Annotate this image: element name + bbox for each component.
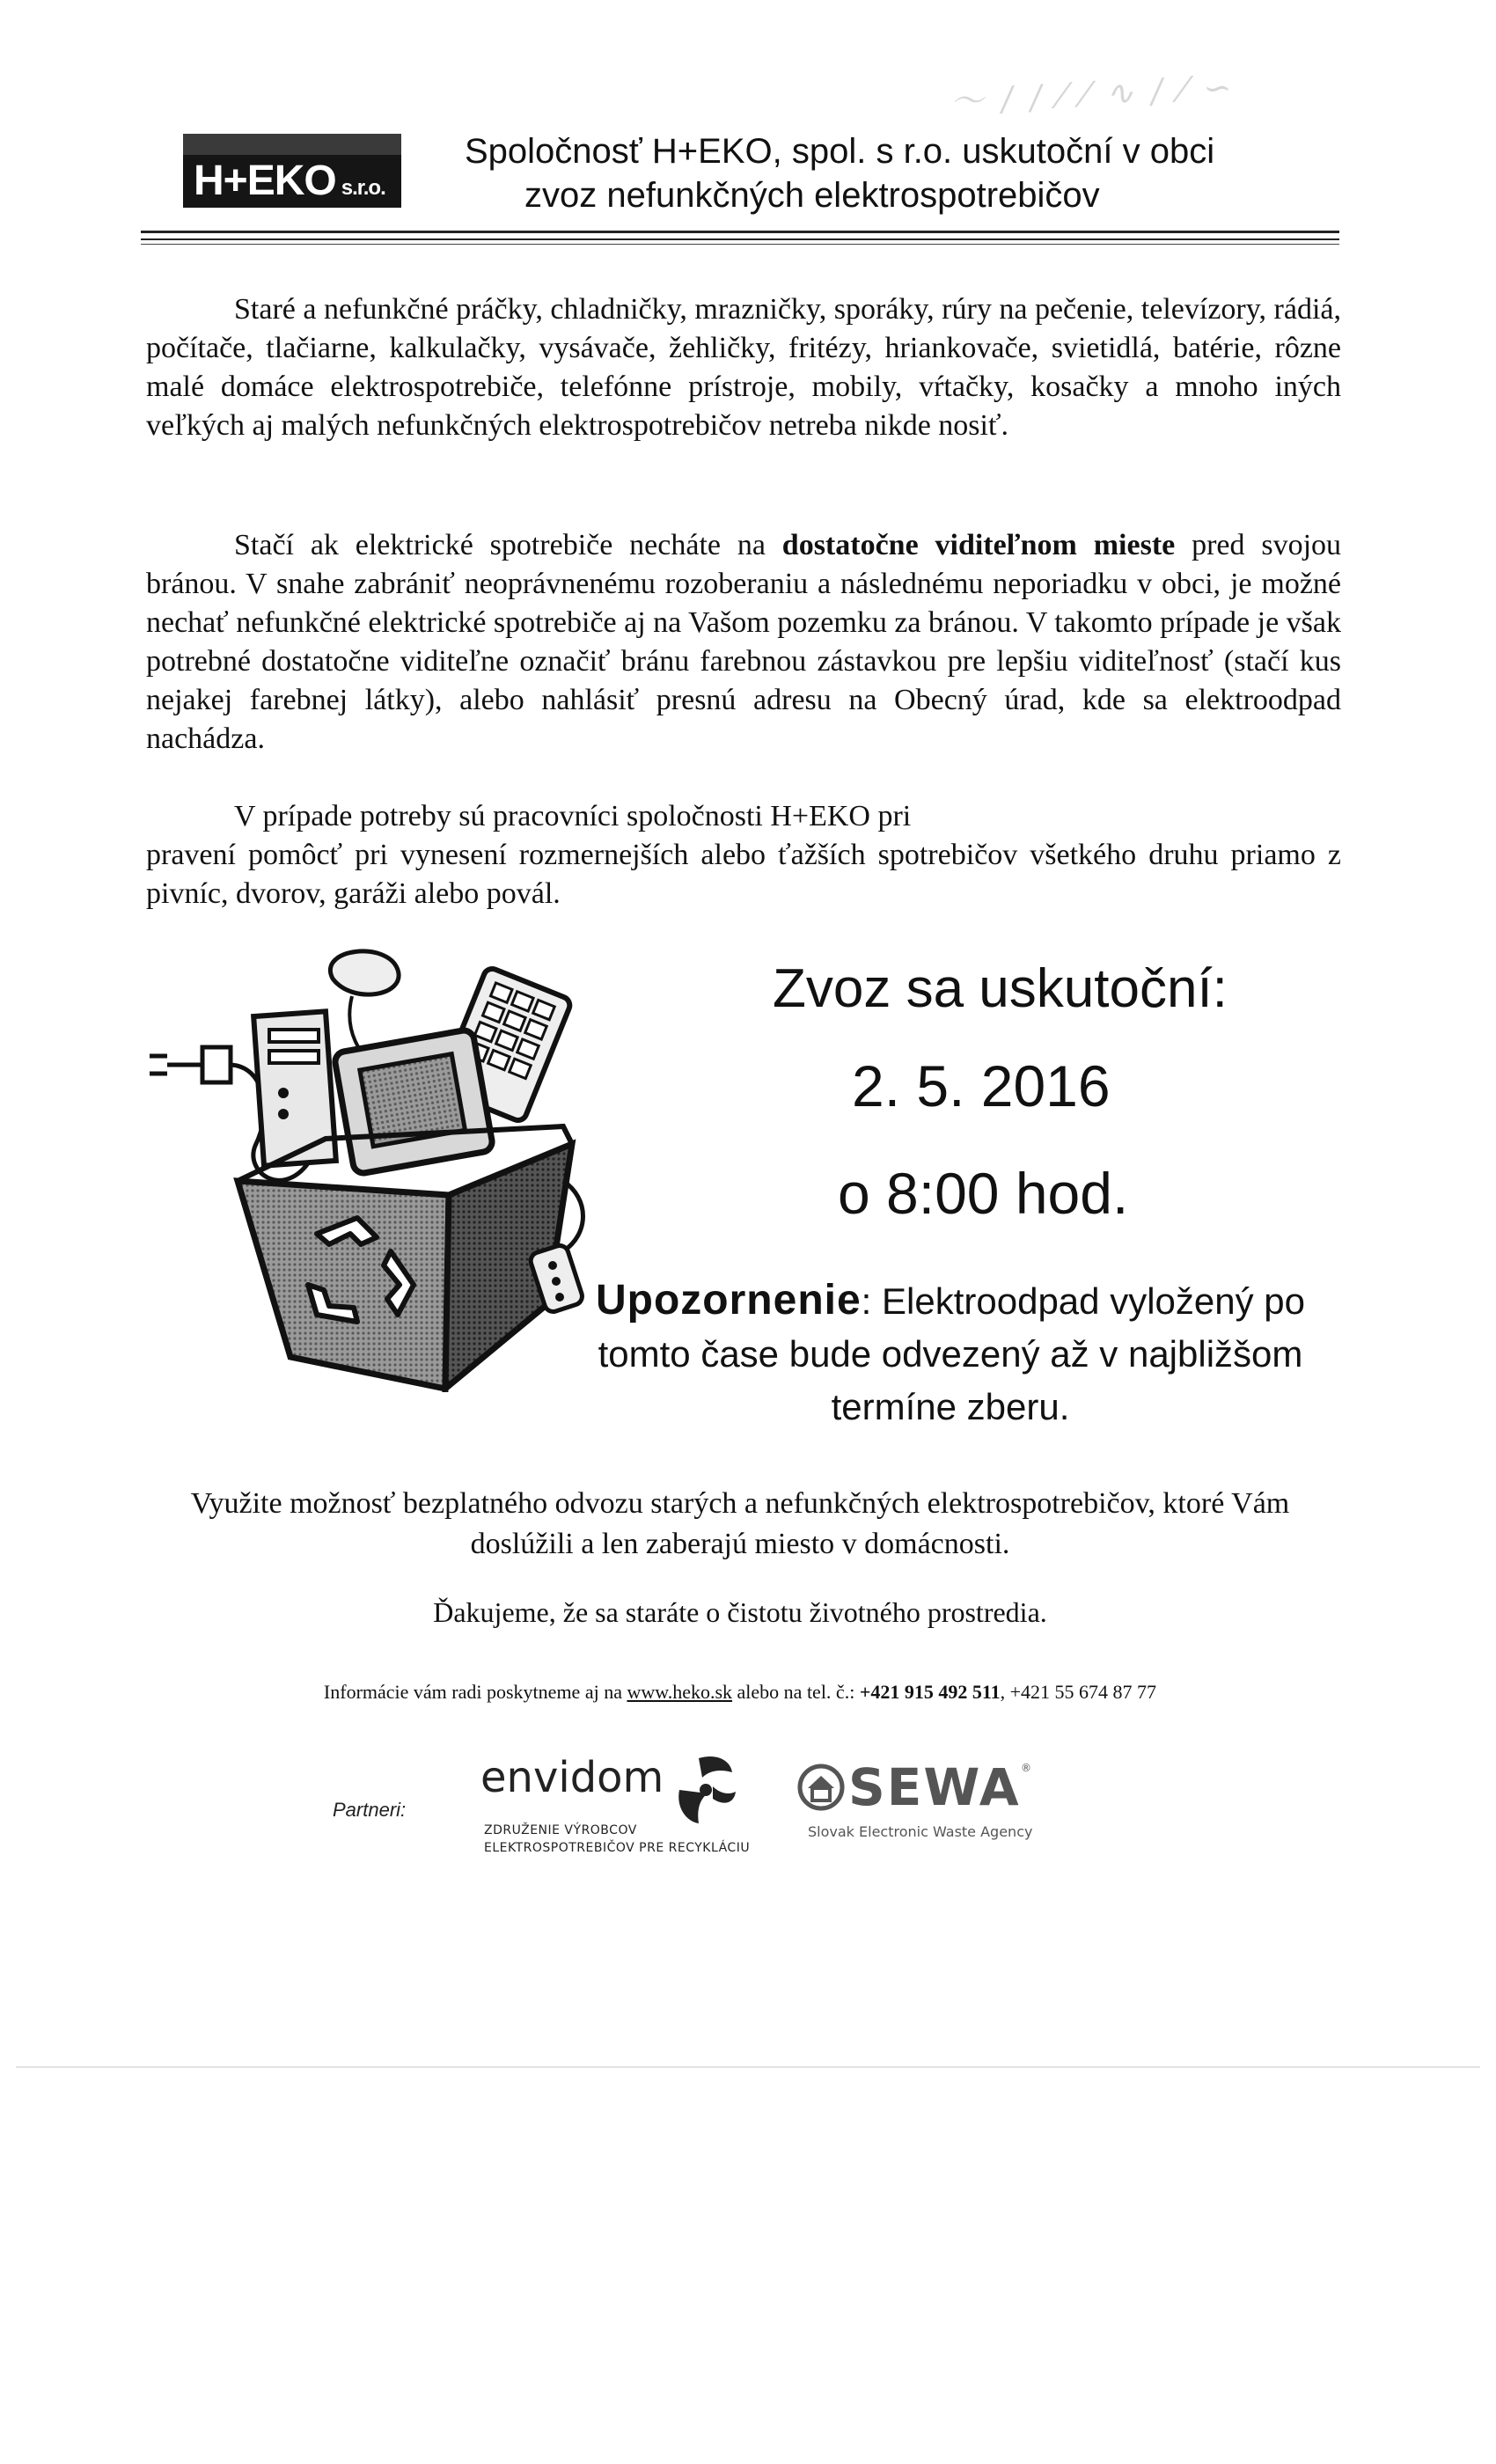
envidom-logo xyxy=(480,1753,771,1859)
faint-handwriting-mark: 〜 ∕ ∕ ⁄ ⁄ ∿ ∕ ⁄ ∽ xyxy=(949,67,1236,121)
contact-info: Informácie vám radi poskytneme aj na www.heko.sk alebo na tel. č.: +421 915 492 511, +421 55 674 87 77 xyxy=(323,1681,1157,1703)
partners-label: Partneri: xyxy=(333,1799,407,1821)
phone-secondary: +421 55 674 87 77 xyxy=(1009,1681,1157,1703)
closing-text: Využite možnosť bezplatného odvozu starých a nefunkčných elektrospotrebičov, ktoré Vám doslúžili a len zaberajú miesto v domácnosti. xyxy=(190,1487,1290,1560)
sewa-name: SEWA xyxy=(848,1757,1021,1817)
website-link[interactable]: www.heko.sk xyxy=(627,1681,733,1703)
header-rule xyxy=(141,244,1339,245)
intro-paragraph: Staré a nefunkčné práčky, chladničky, mrazničky, sporáky, rúry na pečenie, televízory, rádiá, počítače, tlačiarne, kalkulačky, vysávače, žehličky, fritézy, hriankovače, svietidlá, batérie, rôzne malé domáce elektrospotrebiče, telefónne prístroje, mobily, vŕtačky, kosačky a mnoho iných veľkých aj malých nefunkčných elektrospotrebičov netreba nikde nosiť. xyxy=(146,293,1341,442)
header-rule xyxy=(141,231,1339,233)
envidom-tagline: ZDRUŽENIE VÝROBCOV ELEKTROSPOTREBIČOV PRE RECYKLÁCIU xyxy=(484,1823,751,1855)
phone-primary: +421 915 492 511 xyxy=(859,1681,1001,1703)
heko-logo xyxy=(183,134,401,208)
collection-heading: Zvoz sa uskutoční: xyxy=(773,958,1228,1019)
logo-name: H+EKO xyxy=(194,158,336,204)
sewa-tagline: Slovak Electronic Waste Agency xyxy=(808,1823,1033,1840)
header-title-line1: Spoločnosť H+EKO, spol. s r.o. uskutoční v obci xyxy=(465,132,1215,171)
collection-date: 2. 5. 2016 xyxy=(852,1053,1111,1118)
envidom-name: envidom xyxy=(480,1753,664,1802)
house-circle-icon xyxy=(797,1764,845,1811)
notice-text: Upozornenie: Elektroodpad vyložený po tomto čase bude odvezený až v najbližšom termíne zberu. xyxy=(596,1277,1305,1427)
instructions-paragraph: Stačí ak elektrické spotrebiče necháte na dostatočne viditeľnom mieste pred svojou bránou. V snahe zabrániť neoprávnenému rozoberaniu a následnému neporiadku v obci, je možné nechať nefunkčné elektrické spotrebiče aj na Vašom pozemku za bránou. V takomto prípade je však potrebné dostatočne viditeľne označiť bránu farebnou zástavkou pre lepšiu viditeľnosť (stačí kus nejakej farebnej látky), alebo nahlásiť presnú adresu na Obecný úrad, kde sa elektroodpad nachádza. xyxy=(146,529,1342,755)
logo-suffix: s.r.o. xyxy=(341,176,385,200)
scan-page-edge xyxy=(16,2066,1480,2068)
emphasis-visible-place: dostatočne viditeľnom mieste xyxy=(781,529,1176,561)
recycle-leaves-icon xyxy=(672,1751,737,1827)
header-title-line2: zvoz nefunkčných elektrospotrebičov xyxy=(524,176,1100,215)
sewa-logo xyxy=(797,1758,1044,1855)
assistance-paragraph: V prípade potreby sú pracovníci spoločnosti H+EKO pri pravení pomôcť pri vynesení rozmernejších alebo ťažších spotrebičov všetkého druhu priamo z pivníc, dvorov, garáži alebo povál. xyxy=(146,800,1341,910)
registered-mark: ® xyxy=(1021,1762,1031,1774)
thanks-text: Ďakujeme, že sa staráte o čistotu životného prostredia. xyxy=(433,1596,1047,1628)
collection-time: o 8:00 hod. xyxy=(838,1161,1129,1226)
notice-label: Upozornenie xyxy=(596,1277,862,1324)
header-rule xyxy=(141,238,1339,240)
